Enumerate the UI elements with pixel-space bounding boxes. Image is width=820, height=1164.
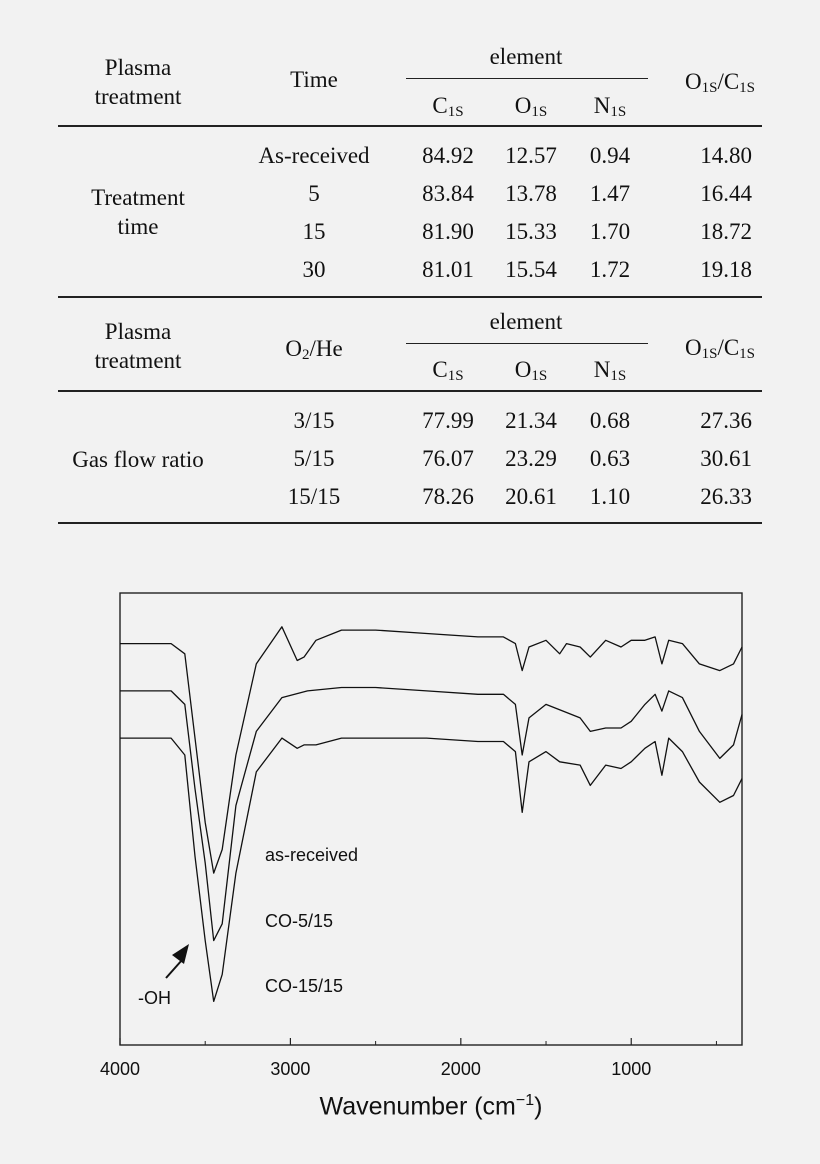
- ratio2-c-subscript: 1S: [739, 346, 756, 362]
- x-axis-title-close: ): [534, 1092, 543, 1121]
- x-tick-label-2000: 2000: [440, 1059, 481, 1079]
- spectrum-line-co-5-15: [120, 688, 742, 941]
- treatment-time-row-3-cond: 15: [302, 219, 326, 244]
- gas-flow-row-3-c: 78.26: [422, 484, 474, 509]
- oh-annotation: -OH: [138, 988, 171, 1008]
- gas-flow-row-1-n: 0.68: [589, 408, 631, 433]
- treatment-time-row-3-o: 15.33: [505, 219, 557, 244]
- c1s-subscript: 1S: [447, 104, 464, 120]
- legend-label-as-received: as-received: [265, 845, 359, 865]
- header2-c1s: C1S: [432, 357, 464, 384]
- treatment-time-row-4-o: 15.54: [505, 257, 557, 282]
- treatment-time-row-4-ratio: 19.18: [700, 257, 752, 282]
- legend-label-co-5-15: CO-5/15: [265, 911, 334, 931]
- treatment-time-row-2-o: 13.78: [505, 181, 557, 206]
- x-tick-label-1000: 1000: [611, 1059, 652, 1079]
- header-element: element: [489, 44, 563, 69]
- header2-o1s: O1S: [514, 357, 548, 384]
- treatment-time-row-1-n: 0.94: [589, 143, 631, 168]
- ratio-c-subscript: 1S: [739, 80, 756, 96]
- gas-flow-row-3-o: 20.61: [505, 484, 557, 509]
- gas-flow-row-2-ratio: 30.61: [700, 446, 752, 471]
- header-o2-he: O2/He: [285, 336, 343, 363]
- group-label-treatment-line1: Treatment: [91, 185, 185, 210]
- x-axis-title-text: Wavenumber (cm: [319, 1092, 516, 1121]
- x-axis-title-superscript: −1: [515, 1092, 535, 1109]
- header-time: Time: [290, 67, 338, 92]
- group-label-gas-flow: Gas flow ratio: [72, 447, 204, 472]
- x-axis-ticks: [100, 1038, 716, 1079]
- x-axis-title: [320, 1092, 543, 1121]
- ratio2-o-subscript: 1S: [701, 346, 718, 362]
- treatment-time-row-4-c: 81.01: [422, 257, 474, 282]
- gas-flow-row-3-cond: 15/15: [287, 484, 341, 509]
- oh-arrow-shaft: [166, 960, 182, 978]
- x-tick-label-4000: 4000: [99, 1059, 141, 1079]
- oh-arrow-head: [172, 944, 189, 964]
- n1s2-subscript: 1S: [610, 368, 627, 384]
- spectrum-curves: [120, 627, 742, 1002]
- gas-flow-row-3-n: 1.10: [589, 484, 631, 509]
- treatment-time-row-3-n: 1.70: [589, 219, 631, 244]
- x-tick-label-3000: 3000: [270, 1059, 311, 1079]
- gas-flow-row-2-c: 76.07: [422, 446, 474, 471]
- o1s-subscript: 1S: [531, 104, 548, 120]
- treatment-time-row-1-cond: As-received: [258, 143, 370, 168]
- header-plasma-line1: Plasma: [104, 55, 172, 80]
- n1s-subscript: 1S: [610, 104, 627, 120]
- group-label-treatment-line2: time: [117, 214, 159, 239]
- header-n1s: N1S: [593, 93, 627, 120]
- header2-element: element: [489, 309, 563, 334]
- gas-flow-row-1-c: 77.99: [422, 408, 474, 433]
- gas-flow-row-3-ratio: 26.33: [700, 484, 752, 509]
- treatment-time-row-3-c: 81.90: [422, 219, 474, 244]
- gas-flow-row-1-o: 21.34: [505, 408, 557, 433]
- header-c1s: C1S: [432, 93, 464, 120]
- gas-flow-row-1-cond: 3/15: [293, 408, 335, 433]
- treatment-time-row-2-n: 1.47: [589, 181, 631, 206]
- header2-plasma-line2: treatment: [94, 348, 182, 373]
- header2-n1s: N1S: [593, 357, 627, 384]
- treatment-time-row-4-n: 1.72: [589, 257, 631, 282]
- treatment-time-row-1-o: 12.57: [505, 143, 557, 168]
- treatment-time-row-1-ratio: 14.80: [700, 143, 752, 168]
- gas-flow-row-2-cond: 5/15: [293, 446, 335, 471]
- treatment-time-row-2-ratio: 16.44: [700, 181, 752, 206]
- gas-flow-row-2-n: 0.63: [589, 446, 631, 471]
- header2-ratio: O1S/C1S: [684, 335, 756, 362]
- ratio-o-subscript: 1S: [701, 80, 718, 96]
- o2-subscript: 2: [301, 347, 310, 363]
- chart-frame: [120, 593, 742, 1045]
- header-o1s: O1S: [514, 93, 548, 120]
- treatment-time-row-2-c: 83.84: [422, 181, 474, 206]
- legend-label-co-15-15: CO-15/15: [265, 976, 344, 996]
- treatment-time-row-1-c: 84.92: [422, 143, 474, 168]
- c1s2-subscript: 1S: [447, 368, 464, 384]
- treatment-time-row-2-cond: 5: [308, 181, 320, 206]
- header-plasma-line2: treatment: [94, 84, 182, 109]
- spectrum-line-as-received: [120, 627, 742, 873]
- gas-flow-row-1-ratio: 27.36: [700, 408, 752, 433]
- gas-flow-row-2-o: 23.29: [505, 446, 557, 471]
- treatment-time-row-3-ratio: 18.72: [700, 219, 752, 244]
- o1s2-subscript: 1S: [531, 368, 548, 384]
- header2-plasma-line1: Plasma: [104, 319, 172, 344]
- treatment-time-row-4-cond: 30: [302, 257, 326, 282]
- header-ratio: O1S/C1S: [684, 69, 756, 96]
